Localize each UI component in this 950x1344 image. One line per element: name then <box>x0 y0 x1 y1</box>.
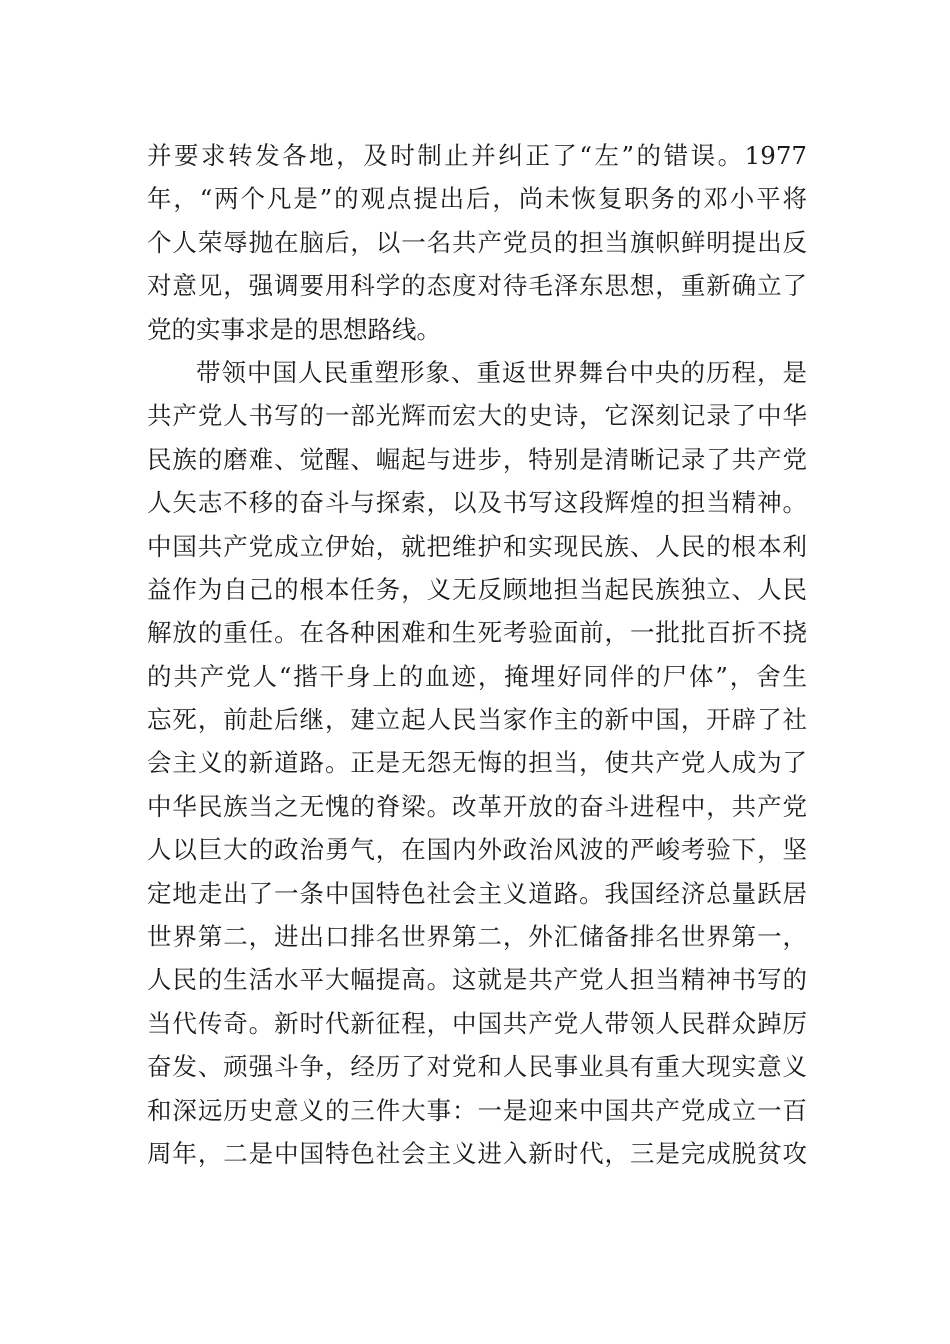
text-line: 带领中国人民重塑形象、重返世界舞台中央的历程，是 <box>196 357 807 387</box>
text-line: 奋发、顽强斗争，经历了对党和人民事业具有重大现实意义 <box>147 1052 807 1082</box>
text-line: 共产党人书写的一部光辉而宏大的史诗，它深刻记录了中华 <box>147 401 807 431</box>
body-text <box>147 134 807 1175</box>
text-line: 对意见，强调要用科学的态度对待毛泽东思想，重新确立了 <box>147 271 807 301</box>
text-line: 世界第二，进出口排名世界第二，外汇储备排名世界第一， <box>147 922 807 952</box>
text-line: 人以巨大的政治勇气，在国内外政治风波的严峻考验下，坚 <box>147 835 807 865</box>
text-line: 周年，二是中国特色社会主义进入新时代，三是完成脱贫攻 <box>147 1138 807 1168</box>
text-line: 忘死，前赴后继，建立起人民当家作主的新中国，开辟了社 <box>147 705 807 735</box>
text-line: 民族的磨难、觉醒、崛起与进步，特别是清晰记录了共产党 <box>147 444 807 474</box>
text-line: 中国共产党成立伊始，就把维护和实现民族、人民的根本利 <box>147 531 807 561</box>
text-line: 定地走出了一条中国特色社会主义道路。我国经济总量跃居 <box>147 878 807 908</box>
text-line: 益作为自己的根本任务，义无反顾地担当起民族独立、人民 <box>147 574 807 604</box>
text-line: 和深远历史意义的三件大事：一是迎来中国共产党成立一百 <box>147 1095 807 1125</box>
text-line: 人民的生活水平大幅提高。这就是共产党人担当精神书写的 <box>147 965 807 995</box>
text-line: 当代传奇。新时代新征程，中国共产党人带领人民群众踔厉 <box>147 1008 807 1038</box>
text-line: 并要求转发各地，及时制止并纠正了“左”的错误。1977 <box>147 141 807 170</box>
text-line: 个人荣辱抛在脑后，以一名共产党员的担当旗帜鲜明提出反 <box>147 227 807 257</box>
paragraph <box>147 134 807 351</box>
paragraph <box>147 351 807 1175</box>
text-line: 会主义的新道路。正是无怨无悔的担当，使共产党人成为了 <box>147 748 807 778</box>
text-line: 中华民族当之无愧的脊梁。改革开放的奋斗进程中，共产党 <box>147 791 807 821</box>
text-line: 的共产党人“揩干身上的血迹，掩埋好同伴的尸体”，舍生 <box>147 661 807 691</box>
text-line: 年，“两个凡是”的观点提出后，尚未恢复职务的邓小平将 <box>147 184 807 214</box>
text-line: 党的实事求是的思想路线。 <box>147 314 441 344</box>
text-line: 解放的重任。在各种困难和生死考验面前，一批批百折不挠 <box>147 618 807 648</box>
text-line: 人矢志不移的奋斗与探索，以及书写这段辉煌的担当精神。 <box>147 488 807 518</box>
